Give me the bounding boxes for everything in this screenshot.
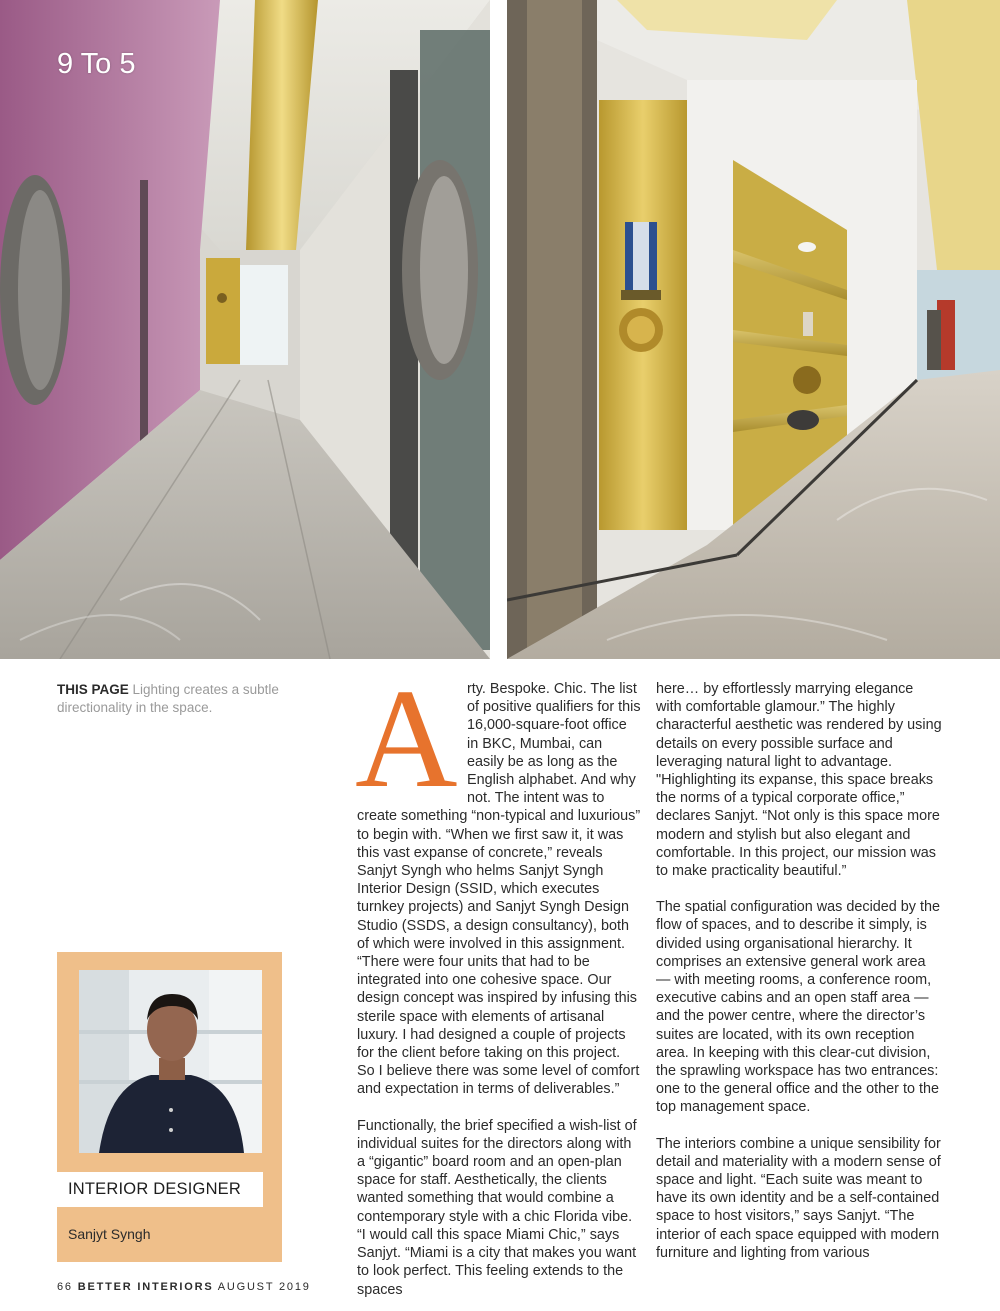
publication-name: BETTER INTERIORS (77, 1281, 214, 1293)
photo-caption (57, 681, 297, 717)
designer-name: Sanjyt Syngh (68, 1226, 151, 1242)
caption-lead: THIS PAGE (57, 682, 129, 697)
issue-date: AUGUST 2019 (217, 1281, 311, 1293)
article-column-2 (656, 680, 942, 1262)
designer-role-box (57, 1172, 263, 1207)
drop-cap: A (355, 659, 458, 817)
niche-photo (507, 0, 1000, 659)
designer-portrait (79, 970, 262, 1153)
article-column-1 (355, 659, 641, 1299)
article-paragraph: here… by effortlessly marrying elegance with comfortable glamour.” The highly characterful aesthetic was rendered by using details on every possible surface and leveraging natural light to advantage. "Highlighting its expanse, this space breaks the norms of a typical corporate office,” declares Sanjyt. “Not only is this space more modern and stylish but also elegant and comfortable. In this project, our mission was to make practicality beautiful.” (656, 681, 942, 880)
article-paragraph: rty. Bespoke. Chic. The list of positive qualifiers for this 16,000-square-foot office in BKC, Mumbai, can easily be as long as the English alphabet. And why not. The intent was to create something “non-typical and luxurious” to begin with. “When we first saw it, it was this vast expanse of concrete,” reveals Sanjyt Syngh who helms Sanjyt Syngh Interior Design (SSID, which executes turnkey projects) and Sanjyt Syngh Design Studio (SSDS, a design consultancy), both of which were involved in this assignment. “There were four units that had to be integrated into one cohesive space. Our design concept was inspired by infusing this sterile space with elements of artisanal luxury. I had designed a couple of projects for the client before taking on this project. So I believe there was some level of comfort and expectation in terms of deliverables.” (357, 681, 641, 1098)
caption-text: Lighting creates a subtle directionality in the space. (57, 682, 279, 715)
designer-role: INTERIOR DESIGNER (68, 1180, 242, 1198)
article-paragraph: The spatial configuration was decided by the flow of spaces, and to describe it simply, is divided using organisational hierarchy. It comprises an extensive general work area — with meeting rooms, a conference room, executive cabins and an open staff area — and the power centre, where the director’s suites are located, with its own reception area. In keeping with this clear-cut division, the sprawling workspace has two entrances: one to the general office and the other to the top management space. (656, 899, 940, 1116)
corridor-photo (0, 0, 490, 659)
page-footer (57, 1281, 311, 1293)
designer-card (57, 952, 282, 1262)
article-paragraph: Functionally, the brief specified a wish-list of individual suites for the directors along with a “gigantic” board room and an open-plan space for staff. Aesthetically, the clients wanted something that would combine a contemporary style with a chic Florida vibe. “I would call this space Miami Chic,” says Sanjyt. “Miami is a city that makes you want to look perfect. This feeling extends to the spaces (357, 1117, 637, 1298)
page-number: 66 (57, 1281, 73, 1293)
article-paragraph: The interiors combine a unique sensibility for detail and materiality with a modern sense of space and light. “Each suite was meant to have its own identity and be a self-contained space to host visitors,” says Sanjyt. “The interior of each space equipped with modern furniture and lighting from various (656, 1135, 941, 1261)
section-label: 9 To 5 (57, 48, 136, 80)
